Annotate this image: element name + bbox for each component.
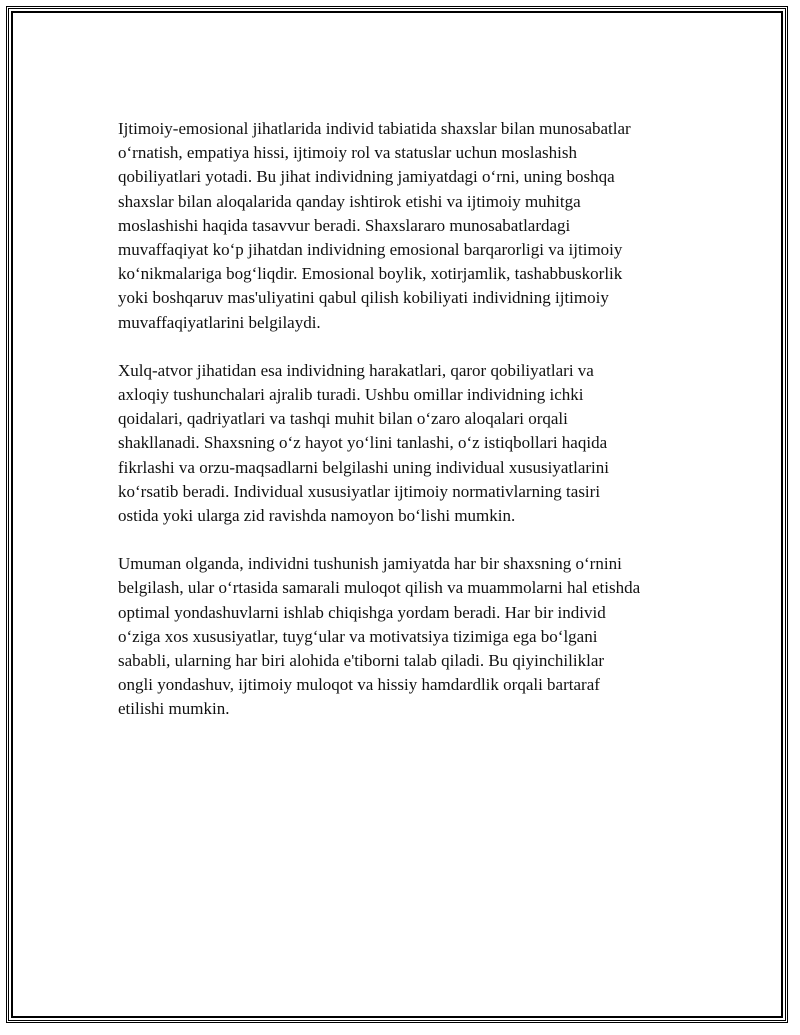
text-line: qobiliyatlari yotadi. Bu jihat individning jamiyatdagi o‘rni, uning boshqa [118, 167, 615, 187]
paragraph-1 [118, 117, 708, 335]
text-line: qoidalari, qadriyatlari va tashqi muhit bilan o‘zaro aloqalari orqali [118, 409, 568, 429]
paragraph-3 [118, 552, 708, 721]
text-line: Umuman olganda, individni tushunish jamiyatda har bir shaxsning o‘rnini [118, 554, 622, 574]
text-line: ongli yondashuv, ijtimoiy muloqot va hissiy hamdardlik orqali bartaraf [118, 675, 600, 695]
text-line: o‘rnatish, empatiya hissi, ijtimoiy rol va statuslar uchun moslashish [118, 143, 577, 163]
text-line: ko‘nikmalariga bog‘liqdir. Emosional boylik, xotirjamlik, tashabbuskorlik [118, 264, 623, 284]
text-line: optimal yondashuvlarni ishlab chiqishga yordam beradi. Har bir individ [118, 602, 606, 622]
text-line: moslashishi haqida tasavvur beradi. Shaxslararo munosabatlardagi [118, 215, 571, 235]
text-line: Ijtimoiy-emosional jihatlarida individ tabiatida shaxslar bilan munosabatlar [118, 119, 631, 138]
document-body [118, 117, 708, 746]
text-line: shaxslar bilan aloqalarida qanday ishtirok etishi va ijtimoiy muhitga [118, 191, 581, 211]
text-line: ko‘rsatib beradi. Individual xususiyatlar ijtimoiy normativlarning tasiri [118, 481, 601, 501]
text-line: axloqiy tushunchalari ajralib turadi. Ushbu omillar individning ichki [118, 385, 584, 405]
text-line: yoki boshqaruv mas'uliyatini qabul qilish kobiliyati individning ijtimoiy [118, 288, 609, 308]
text-line: muvaffaqiyatlarini belgilaydi. [118, 312, 321, 332]
text-line: o‘ziga xos xususiyatlar, tuyg‘ular va motivatsiya tizimiga ega bo‘lgani [118, 626, 598, 646]
text-line: Xulq-atvor jihatidan esa individning harakatlari, qaror qobiliyatlari va [118, 360, 594, 380]
text-line: sababli, ularning har biri alohida e'tiborni talab qiladi. Bu qiyinchiliklar [118, 651, 605, 671]
text-line: belgilash, ular o‘rtasida samarali muloqot qilish va muammolarni hal etishda [118, 578, 641, 598]
text-line: muvaffaqiyat ko‘p jihatdan individning emosional barqarorligi va ijtimoiy [118, 240, 623, 260]
text-line: fikrlashi va orzu-maqsadlarni belgilashi uning individual xususiyatlarini [118, 457, 610, 477]
text-line: ostida yoki ularga zid ravishda namoyon bo‘lishi mumkin. [118, 506, 516, 526]
text-line: shakllanadi. Shaxsning o‘z hayot yo‘lini tanlashi, o‘z istiqbollari haqida [118, 433, 608, 453]
text-line: etilishi mumkin. [118, 699, 230, 719]
paragraph-2 [118, 359, 708, 528]
